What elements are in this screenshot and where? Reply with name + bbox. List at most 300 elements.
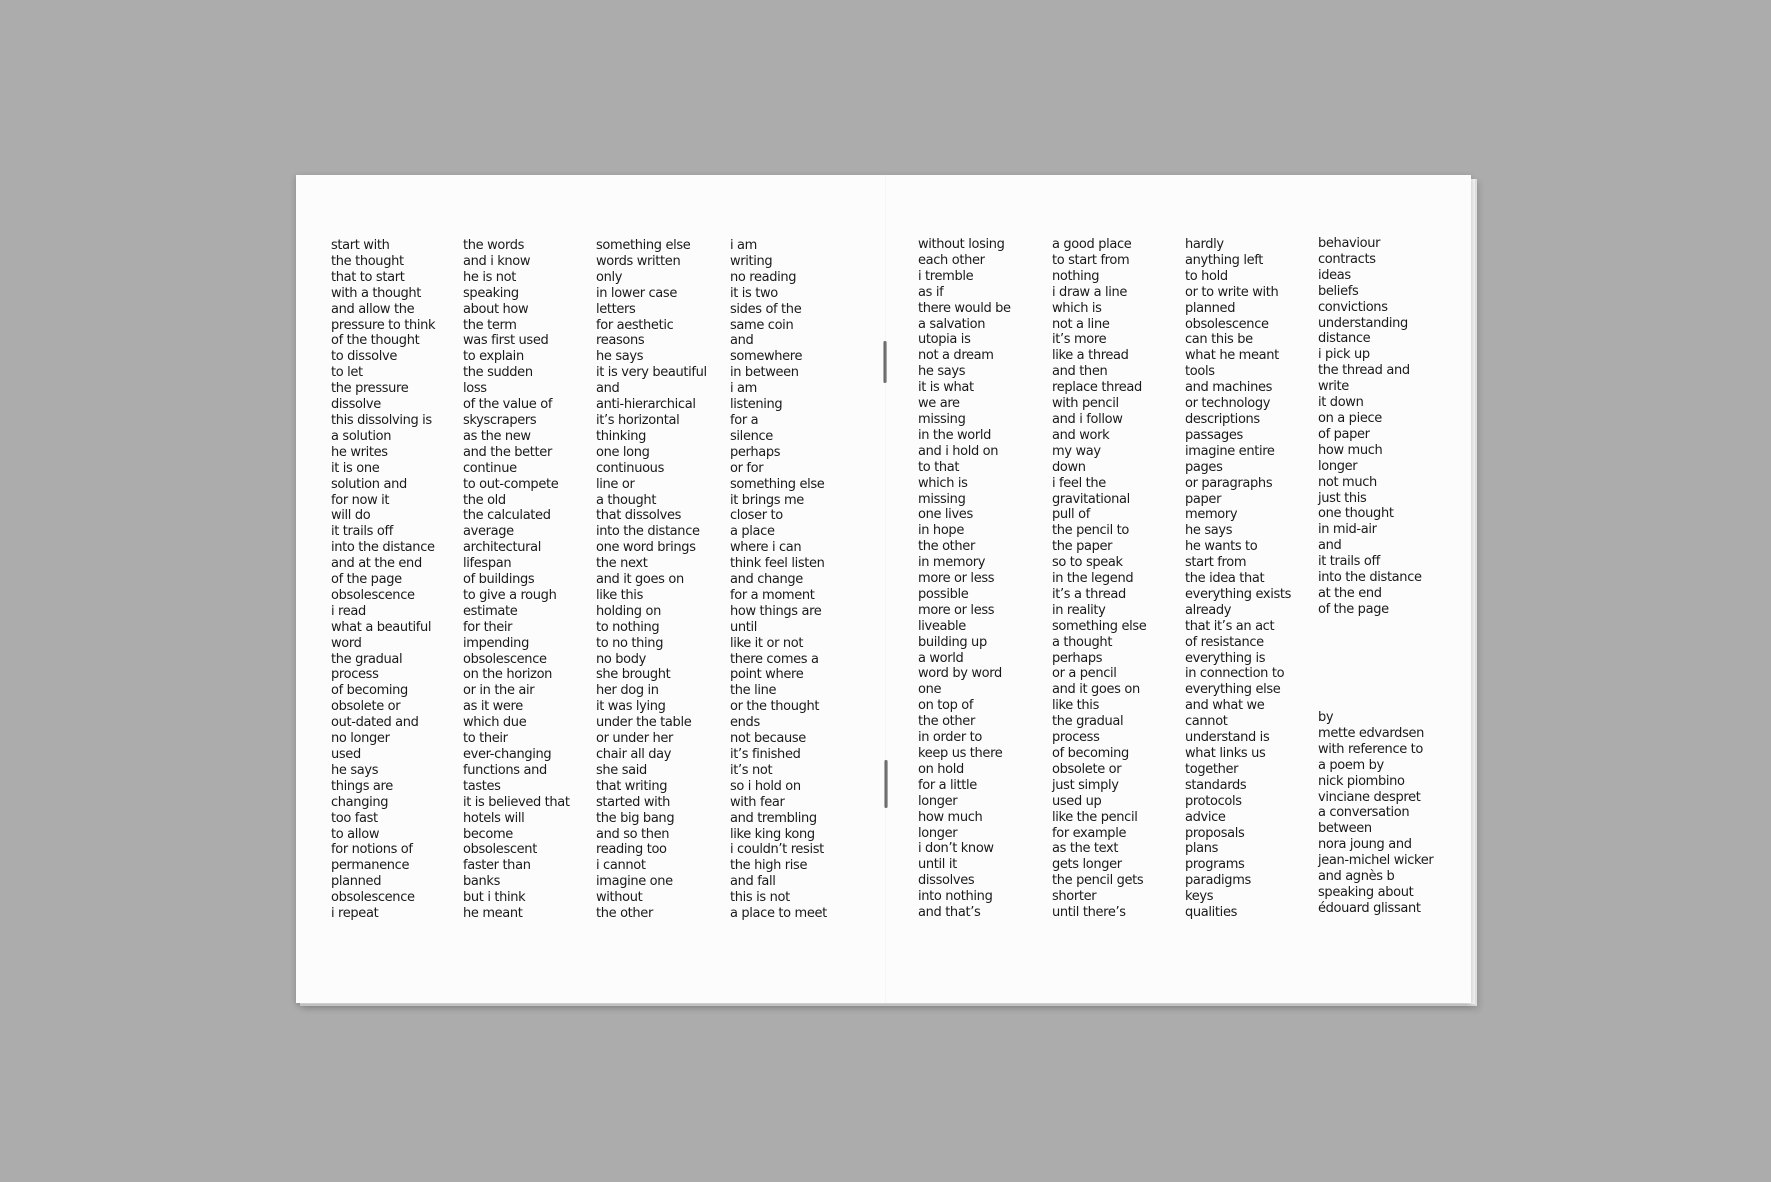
text-line: it is one bbox=[331, 460, 380, 476]
text-line: or paragraphs bbox=[1185, 475, 1273, 491]
text-line: convictions bbox=[1318, 299, 1388, 315]
text-line: he wants to bbox=[1185, 539, 1258, 555]
text-line: longer bbox=[1318, 458, 1358, 474]
text-line: he writes bbox=[331, 444, 388, 460]
text-line: everything is bbox=[1185, 650, 1266, 666]
text-line: holding on bbox=[596, 603, 661, 619]
text-line: i am bbox=[730, 381, 757, 397]
text-line: there comes a bbox=[730, 651, 819, 667]
text-line: there would be bbox=[918, 300, 1011, 316]
text-line: i am bbox=[730, 238, 757, 253]
text-line: for now it bbox=[331, 492, 390, 508]
text-line: understand is bbox=[1185, 730, 1270, 746]
text-line: vinciane despret bbox=[1318, 789, 1421, 805]
text-line: in between bbox=[730, 365, 799, 381]
text-line: like this bbox=[596, 587, 643, 603]
text-line: already bbox=[1185, 602, 1232, 618]
text-line: with pencil bbox=[1052, 396, 1119, 412]
text-line: and it goes on bbox=[596, 572, 684, 588]
text-line: that writing bbox=[596, 778, 668, 794]
text-line: to no thing bbox=[596, 635, 664, 651]
text-line: word by word bbox=[918, 666, 1002, 682]
text-line: a good place bbox=[1052, 237, 1132, 252]
text-line: for a moment bbox=[730, 587, 815, 603]
text-line: about how bbox=[463, 301, 529, 317]
text-line: which due bbox=[463, 715, 527, 731]
text-line: a conversation bbox=[1318, 805, 1410, 821]
text-line: into the distance bbox=[596, 524, 700, 540]
text-line: hardly bbox=[1185, 237, 1224, 252]
text-line: more or less bbox=[918, 602, 995, 618]
text-line: word bbox=[331, 635, 362, 651]
poem-column-7 bbox=[1185, 237, 1291, 921]
text-line: of the value of bbox=[463, 397, 553, 413]
text-line: to their bbox=[463, 731, 508, 747]
text-line: the calculated bbox=[463, 508, 551, 524]
text-line: he says bbox=[596, 349, 644, 365]
text-line: together bbox=[1185, 761, 1239, 777]
text-line: missing bbox=[918, 411, 966, 427]
text-line: into nothing bbox=[918, 889, 993, 905]
text-line: something else bbox=[596, 238, 691, 253]
text-line: just simply bbox=[1052, 777, 1119, 793]
text-line: the sudden bbox=[463, 365, 533, 381]
text-line: proposals bbox=[1185, 825, 1245, 841]
poem-column-2 bbox=[463, 238, 570, 922]
text-line: the big bang bbox=[596, 810, 675, 826]
text-line: liveable bbox=[918, 618, 966, 634]
text-line: impending bbox=[463, 635, 529, 651]
text-line: or for bbox=[730, 460, 764, 476]
text-line: obsolete or bbox=[331, 699, 401, 715]
text-line: and allow the bbox=[331, 301, 415, 317]
text-line: how things are bbox=[730, 603, 822, 619]
text-line: solution and bbox=[331, 476, 407, 492]
text-line: not because bbox=[730, 731, 806, 747]
text-line: changing bbox=[331, 794, 389, 810]
text-line: no reading bbox=[730, 269, 797, 285]
text-line: somewhere bbox=[730, 349, 803, 365]
text-line: chair all day bbox=[596, 747, 672, 762]
text-line: and i follow bbox=[1052, 411, 1123, 427]
text-line: obsolescent bbox=[463, 842, 537, 858]
text-line: become bbox=[463, 826, 513, 842]
text-line: tools bbox=[1185, 364, 1215, 380]
text-line: to hold bbox=[1185, 268, 1228, 284]
text-line: for example bbox=[1052, 825, 1127, 841]
text-line: architectural bbox=[463, 540, 541, 556]
text-line: he meant bbox=[463, 906, 523, 922]
text-line: what a beautiful bbox=[331, 619, 432, 635]
text-line: and the better bbox=[463, 444, 552, 460]
text-line: and fall bbox=[730, 874, 776, 890]
text-line: between bbox=[1318, 821, 1372, 837]
text-line: into the distance bbox=[331, 540, 435, 556]
text-line: continue bbox=[463, 460, 517, 476]
text-line: and i know bbox=[463, 253, 531, 269]
text-line: in mid-air bbox=[1318, 522, 1377, 538]
text-line: and it goes on bbox=[1052, 682, 1140, 698]
text-line: started with bbox=[596, 794, 671, 810]
text-line: utopia is bbox=[918, 332, 971, 348]
text-line: it is what bbox=[918, 380, 974, 396]
text-line: line or bbox=[596, 476, 635, 492]
text-line: i draw a line bbox=[1052, 284, 1128, 300]
text-line: can this be bbox=[1185, 332, 1253, 348]
text-line: so to speak bbox=[1052, 555, 1123, 571]
text-line: of the thought bbox=[331, 333, 420, 349]
text-line: i tremble bbox=[918, 268, 974, 284]
text-line: used bbox=[331, 747, 361, 762]
text-line: this dissolving is bbox=[331, 412, 432, 428]
text-line: of the page bbox=[1318, 601, 1389, 617]
text-line: she said bbox=[596, 762, 647, 778]
text-line: a solution bbox=[331, 428, 392, 444]
text-line: things are bbox=[331, 778, 393, 794]
text-line: advice bbox=[1185, 809, 1226, 825]
text-line: out-dated and bbox=[331, 715, 419, 731]
text-line: the term bbox=[463, 317, 517, 333]
text-line: i read bbox=[331, 603, 366, 619]
text-line: or the thought bbox=[730, 699, 820, 715]
text-line: how much bbox=[918, 809, 983, 825]
text-line: plans bbox=[1185, 841, 1219, 857]
text-line: for notions of bbox=[331, 842, 413, 858]
text-line: a world bbox=[918, 650, 964, 666]
text-line: something else bbox=[730, 476, 825, 492]
text-line: until bbox=[730, 619, 758, 635]
text-line: on top of bbox=[918, 698, 974, 714]
text-line: and trembling bbox=[730, 810, 817, 826]
text-line: obsolescence bbox=[331, 890, 415, 906]
poem-column-4 bbox=[730, 238, 827, 922]
text-line: to give a rough bbox=[463, 587, 557, 603]
text-line: in lower case bbox=[596, 285, 677, 301]
text-line: without losing bbox=[918, 237, 1005, 252]
text-line: distance bbox=[1318, 331, 1371, 347]
text-line: into the distance bbox=[1318, 570, 1422, 586]
text-line: and that’s bbox=[918, 905, 981, 921]
text-line: the pencil to bbox=[1052, 523, 1129, 539]
text-line: in connection to bbox=[1185, 666, 1285, 682]
text-line: the line bbox=[730, 683, 777, 699]
text-line: closer to bbox=[730, 508, 783, 524]
text-line: everything else bbox=[1185, 682, 1281, 698]
text-line: as the new bbox=[463, 428, 531, 444]
text-line: in memory bbox=[918, 555, 986, 571]
text-line: pages bbox=[1185, 459, 1223, 475]
open-booklet bbox=[296, 175, 1471, 1003]
text-line: like it or not bbox=[730, 635, 804, 651]
text-line: contracts bbox=[1318, 251, 1376, 267]
text-line: but i think bbox=[463, 890, 526, 906]
poem-column-8 bbox=[1318, 236, 1422, 618]
text-line: of buildings bbox=[463, 572, 535, 588]
text-line: pull of bbox=[1052, 507, 1090, 523]
text-line: i pick up bbox=[1318, 347, 1370, 363]
text-line: a place to meet bbox=[730, 906, 827, 922]
text-line: nothing bbox=[1052, 268, 1100, 284]
text-line: of becoming bbox=[331, 683, 408, 699]
text-line: reading too bbox=[596, 842, 667, 858]
text-line: like the pencil bbox=[1052, 809, 1138, 825]
text-line: cannot bbox=[1185, 714, 1228, 730]
text-line: in reality bbox=[1052, 602, 1106, 618]
text-line: on hold bbox=[918, 761, 964, 777]
text-line: it brings me bbox=[730, 492, 804, 508]
text-line: dissolves bbox=[918, 873, 975, 889]
text-line: to explain bbox=[463, 349, 524, 365]
text-line: passages bbox=[1185, 427, 1243, 443]
text-line: and bbox=[596, 381, 620, 397]
text-line: used up bbox=[1052, 793, 1102, 809]
text-line: on the horizon bbox=[463, 667, 553, 683]
text-line: it trails off bbox=[331, 524, 393, 540]
text-line: loss bbox=[463, 381, 487, 397]
staple-top bbox=[883, 341, 887, 383]
text-line: letters bbox=[596, 301, 636, 317]
text-line: permanence bbox=[331, 858, 410, 874]
text-line: reasons bbox=[596, 333, 645, 349]
text-line: beliefs bbox=[1318, 283, 1359, 299]
text-line: tastes bbox=[463, 778, 501, 794]
text-line: qualities bbox=[1185, 905, 1238, 921]
text-line: the thread and bbox=[1318, 363, 1410, 379]
text-line: a thought bbox=[1052, 634, 1113, 650]
text-line: with reference to bbox=[1318, 741, 1424, 757]
text-line: more or less bbox=[918, 571, 995, 587]
text-line: speaking bbox=[463, 285, 519, 301]
text-line: the other bbox=[918, 714, 975, 730]
text-line: each other bbox=[918, 252, 985, 268]
text-line: in order to bbox=[918, 730, 982, 746]
text-line: start from bbox=[1185, 555, 1247, 571]
text-line: possible bbox=[918, 586, 969, 602]
text-line: for their bbox=[463, 619, 513, 635]
text-line: the high rise bbox=[730, 858, 808, 874]
text-line: one word brings bbox=[596, 540, 696, 556]
text-line: down bbox=[1052, 459, 1086, 475]
text-line: until there’s bbox=[1052, 905, 1126, 921]
text-line: longer bbox=[918, 793, 958, 809]
text-line: think feel listen bbox=[730, 556, 825, 572]
text-line: hotels will bbox=[463, 810, 525, 826]
text-line: of paper bbox=[1318, 426, 1370, 442]
text-line: understanding bbox=[1318, 315, 1408, 331]
text-line: not a dream bbox=[918, 348, 994, 364]
text-line: and bbox=[730, 333, 754, 349]
text-line: in hope bbox=[918, 523, 964, 539]
text-line: ever-changing bbox=[463, 747, 552, 762]
text-line: anything left bbox=[1185, 252, 1263, 268]
text-line: it’s finished bbox=[730, 747, 801, 762]
text-line: not a line bbox=[1052, 316, 1110, 332]
text-line: the gradual bbox=[331, 651, 403, 667]
text-line: it’s more bbox=[1052, 332, 1107, 348]
text-line: not much bbox=[1318, 474, 1377, 490]
text-line: and machines bbox=[1185, 380, 1273, 396]
text-line: it down bbox=[1318, 395, 1364, 411]
text-line: or under her bbox=[596, 731, 674, 747]
text-line: it’s a thread bbox=[1052, 586, 1126, 602]
text-line: it is believed that bbox=[463, 794, 570, 810]
text-line: and so then bbox=[596, 826, 670, 842]
text-line: under the table bbox=[596, 715, 692, 731]
text-line: it was lying bbox=[596, 699, 666, 715]
text-line: it trails off bbox=[1318, 554, 1380, 570]
text-line: mette edvardsen bbox=[1318, 725, 1425, 741]
text-line: my way bbox=[1052, 443, 1101, 459]
text-line: silence bbox=[730, 428, 773, 444]
text-line: this is not bbox=[730, 890, 790, 906]
text-line: lifespan bbox=[463, 556, 512, 572]
text-line: average bbox=[463, 524, 514, 540]
text-line: pressure to think bbox=[331, 317, 436, 333]
text-line: with a thought bbox=[331, 285, 422, 301]
text-line: the old bbox=[463, 492, 506, 508]
text-line: ends bbox=[730, 715, 760, 731]
text-line: which is bbox=[1052, 300, 1102, 316]
text-line: in the world bbox=[918, 427, 992, 443]
text-line: and agnès b bbox=[1318, 869, 1395, 885]
text-line: as the text bbox=[1052, 841, 1119, 857]
text-line: obsolescence bbox=[463, 651, 547, 667]
text-line: so i hold on bbox=[730, 778, 801, 794]
text-line: speaking about bbox=[1318, 884, 1414, 900]
text-line: perhaps bbox=[1052, 650, 1103, 666]
text-line: the paper bbox=[1052, 539, 1113, 555]
text-line: he is not bbox=[463, 269, 517, 285]
text-line: paradigms bbox=[1185, 873, 1251, 889]
text-line: a place bbox=[730, 524, 775, 540]
text-line: listening bbox=[730, 397, 783, 413]
text-line: which is bbox=[918, 475, 968, 491]
text-line: to allow bbox=[331, 826, 380, 842]
text-line: with fear bbox=[730, 794, 785, 810]
text-line: keep us there bbox=[918, 746, 1003, 761]
credits-block bbox=[1318, 710, 1433, 917]
text-line: the thought bbox=[331, 253, 404, 269]
text-line: gets longer bbox=[1052, 857, 1122, 873]
text-line: and at the end bbox=[331, 556, 422, 572]
text-line: like king kong bbox=[730, 826, 815, 842]
text-line: he says bbox=[331, 762, 379, 778]
text-line: and work bbox=[1052, 427, 1110, 443]
text-line: imagine entire bbox=[1185, 443, 1275, 459]
text-line: that dissolves bbox=[596, 508, 682, 524]
center-fold bbox=[885, 175, 886, 1003]
text-line: too fast bbox=[331, 810, 378, 826]
text-line: protocols bbox=[1185, 793, 1242, 809]
text-line: the words bbox=[463, 238, 525, 253]
text-line: dissolve bbox=[331, 397, 381, 413]
text-line: longer bbox=[918, 825, 958, 841]
text-line: or to write with bbox=[1185, 284, 1279, 300]
text-line: it’s not bbox=[730, 762, 773, 778]
text-line: of the page bbox=[331, 572, 402, 588]
text-line: faster than bbox=[463, 858, 531, 874]
text-line: perhaps bbox=[730, 444, 781, 460]
text-line: process bbox=[1052, 730, 1100, 746]
text-line: at the end bbox=[1318, 585, 1382, 601]
text-line: words written bbox=[596, 253, 681, 269]
text-line: what links us bbox=[1185, 746, 1266, 761]
text-line: banks bbox=[463, 874, 501, 890]
text-line: the pencil gets bbox=[1052, 873, 1144, 889]
text-line: for aesthetic bbox=[596, 317, 674, 333]
text-line: no body bbox=[596, 651, 647, 667]
text-line: was first used bbox=[463, 333, 549, 349]
text-line: skyscrapers bbox=[463, 412, 537, 428]
text-line: a poem by bbox=[1318, 757, 1384, 773]
text-line: to nothing bbox=[596, 619, 660, 635]
text-line: functions and bbox=[463, 762, 547, 778]
text-line: planned bbox=[1185, 300, 1236, 316]
text-line: memory bbox=[1185, 507, 1238, 523]
text-line: she brought bbox=[596, 667, 671, 683]
text-line: imagine one bbox=[596, 874, 673, 890]
text-line: the gradual bbox=[1052, 714, 1124, 730]
text-line: and what we bbox=[1185, 698, 1265, 714]
text-line: to let bbox=[331, 365, 363, 381]
text-line: of becoming bbox=[1052, 746, 1129, 761]
text-line: one lives bbox=[918, 507, 973, 523]
text-line: start with bbox=[331, 238, 390, 253]
text-line: and bbox=[1318, 538, 1342, 554]
text-line: and i hold on bbox=[918, 443, 999, 459]
text-line: the other bbox=[918, 539, 975, 555]
text-line: what he meant bbox=[1185, 348, 1279, 364]
text-line: just this bbox=[1318, 490, 1367, 506]
text-line: the next bbox=[596, 556, 648, 572]
staple-bottom bbox=[884, 760, 888, 808]
text-line: it’s horizontal bbox=[596, 412, 680, 428]
text-line: it is very beautiful bbox=[596, 365, 707, 381]
text-line: continuous bbox=[596, 460, 664, 476]
text-line: jean-michel wicker bbox=[1318, 853, 1434, 869]
text-line: one bbox=[918, 682, 942, 698]
text-line: it is two bbox=[730, 285, 778, 301]
text-line: to start from bbox=[1052, 252, 1130, 268]
text-line: behaviour bbox=[1318, 236, 1381, 251]
text-line: standards bbox=[1185, 777, 1247, 793]
text-line: obsolescence bbox=[331, 587, 415, 603]
text-line: replace thread bbox=[1052, 380, 1142, 396]
text-line: without bbox=[596, 890, 643, 906]
text-line: writing bbox=[730, 253, 773, 269]
text-line: on a piece bbox=[1318, 410, 1382, 426]
text-line: and change bbox=[730, 572, 803, 588]
text-line: one long bbox=[596, 444, 650, 460]
text-line: the idea that bbox=[1185, 571, 1265, 587]
text-line: nora joung and bbox=[1318, 837, 1412, 853]
text-line: everything exists bbox=[1185, 586, 1292, 602]
text-line: he says bbox=[1185, 523, 1233, 539]
text-line: her dog in bbox=[596, 683, 659, 699]
text-line: obsolete or bbox=[1052, 761, 1122, 777]
text-line: for a little bbox=[918, 777, 977, 793]
text-line: or a pencil bbox=[1052, 666, 1117, 682]
text-line: by bbox=[1318, 710, 1334, 725]
text-line: only bbox=[596, 269, 623, 285]
text-line: point where bbox=[730, 667, 804, 683]
text-line: the other bbox=[596, 906, 653, 922]
text-line: thinking bbox=[596, 428, 647, 444]
text-line: the pressure bbox=[331, 381, 409, 397]
text-line: a thought bbox=[596, 492, 657, 508]
text-line: like this bbox=[1052, 698, 1099, 714]
text-line: planned bbox=[331, 874, 382, 890]
